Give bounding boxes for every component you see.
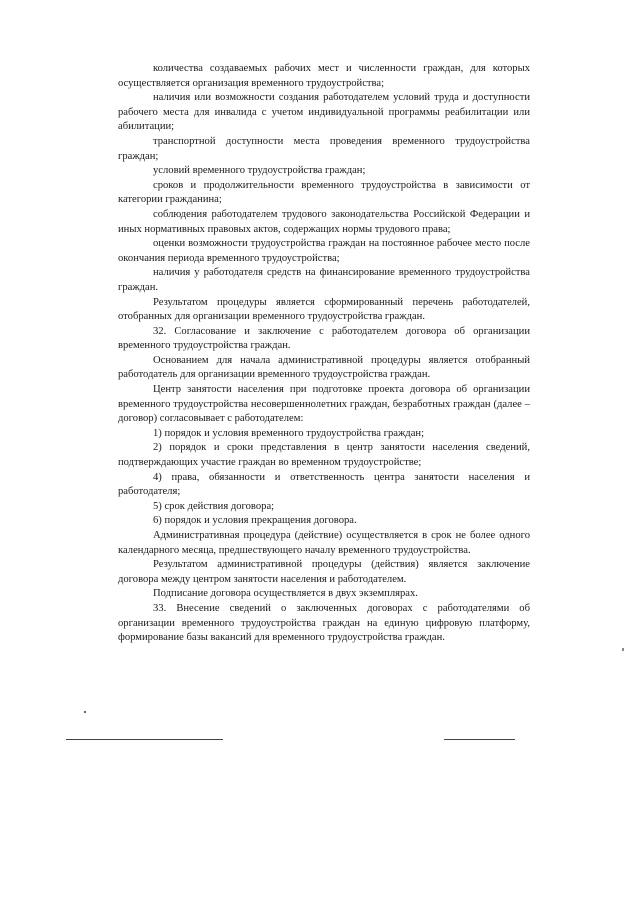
paragraph: сроков и продолжительности временного трудоустройства в зависимости от категории гражданина;: [118, 179, 530, 206]
signature-line-left: [66, 739, 223, 740]
paragraph: соблюдения работодателем трудового законодательства Российской Федерации и иных нормативных правовых актов, содержащих нормы трудового права;: [118, 208, 530, 235]
paragraph: условий временного трудоустройства граждан;: [153, 165, 366, 177]
document-body: [118, 62, 530, 646]
paragraph: 2) порядок и сроки представления в центр занятости населения сведений, подтверждающих участие граждан во временном трудоустройстве;: [118, 442, 530, 469]
paragraph: Подписание договора осуществляется в двух экземплярах.: [153, 588, 418, 600]
paragraph: Основанием для начала административной процедуры является отобранный работодатель для организации временного трудоустройства граждан.: [118, 354, 530, 381]
paragraph: количества создаваемых рабочих мест и численности граждан, для которых осуществляется организация временного трудоустройства;: [118, 63, 530, 89]
paragraph: 33. Внесение сведений о заключенных договорах с работодателями об организации временного трудоустройства граждан на единую цифровую платформу, формирование базы вакансий для временного трудоустройства граждан.: [118, 602, 530, 644]
paragraph: 1) порядок и условия временного трудоустройства граждан;: [153, 427, 425, 439]
scan-mark: [622, 648, 624, 651]
paragraph: Центр занятости населения при подготовке проекта договора об организации временного трудоустройства несовершеннолетних граждан, безработных граждан (далее – договор) согласовывает с работодателем:: [118, 384, 530, 425]
paragraph: 4) права, обязанности и ответственность центра занятости населения и работодателя;: [118, 471, 530, 498]
paragraph: Результатом административной процедуры (действия) является заключение договора между центром занятости населения и работодателем.: [118, 559, 530, 585]
paragraph: Результатом процедуры является сформированный перечень работодателей, отобранных для организации временного трудоустройства граждан.: [118, 296, 530, 323]
paragraph: наличия у работодателя средств на финансирование временного трудоустройства граждан.: [118, 267, 530, 293]
paragraph: Административная процедура (действие) осуществляется в срок не более одного календарного месяца, предшествующего началу временного трудоустройства.: [118, 530, 530, 556]
signature-line-right: [444, 739, 515, 740]
paragraph: наличия или возможности создания работодателем условий труда и доступности рабочего места для инвалида с учетом индивидуальной программы реабилитации или абилитации;: [118, 92, 530, 133]
paragraph: 5) срок действия договора;: [153, 500, 275, 512]
paragraph: 32. Согласование и заключение с работодателем договора об организации временного трудоустройства граждан.: [118, 325, 530, 352]
paragraph: 6) порядок и условия прекращения договора.: [153, 515, 357, 527]
paragraph: оценки возможности трудоустройства граждан на постоянное рабочее место после окончания периода временного трудоустройства;: [118, 238, 530, 264]
stray-dot: [84, 711, 86, 713]
paragraph: транспортной доступности места проведения временного трудоустройства граждан;: [118, 135, 530, 162]
